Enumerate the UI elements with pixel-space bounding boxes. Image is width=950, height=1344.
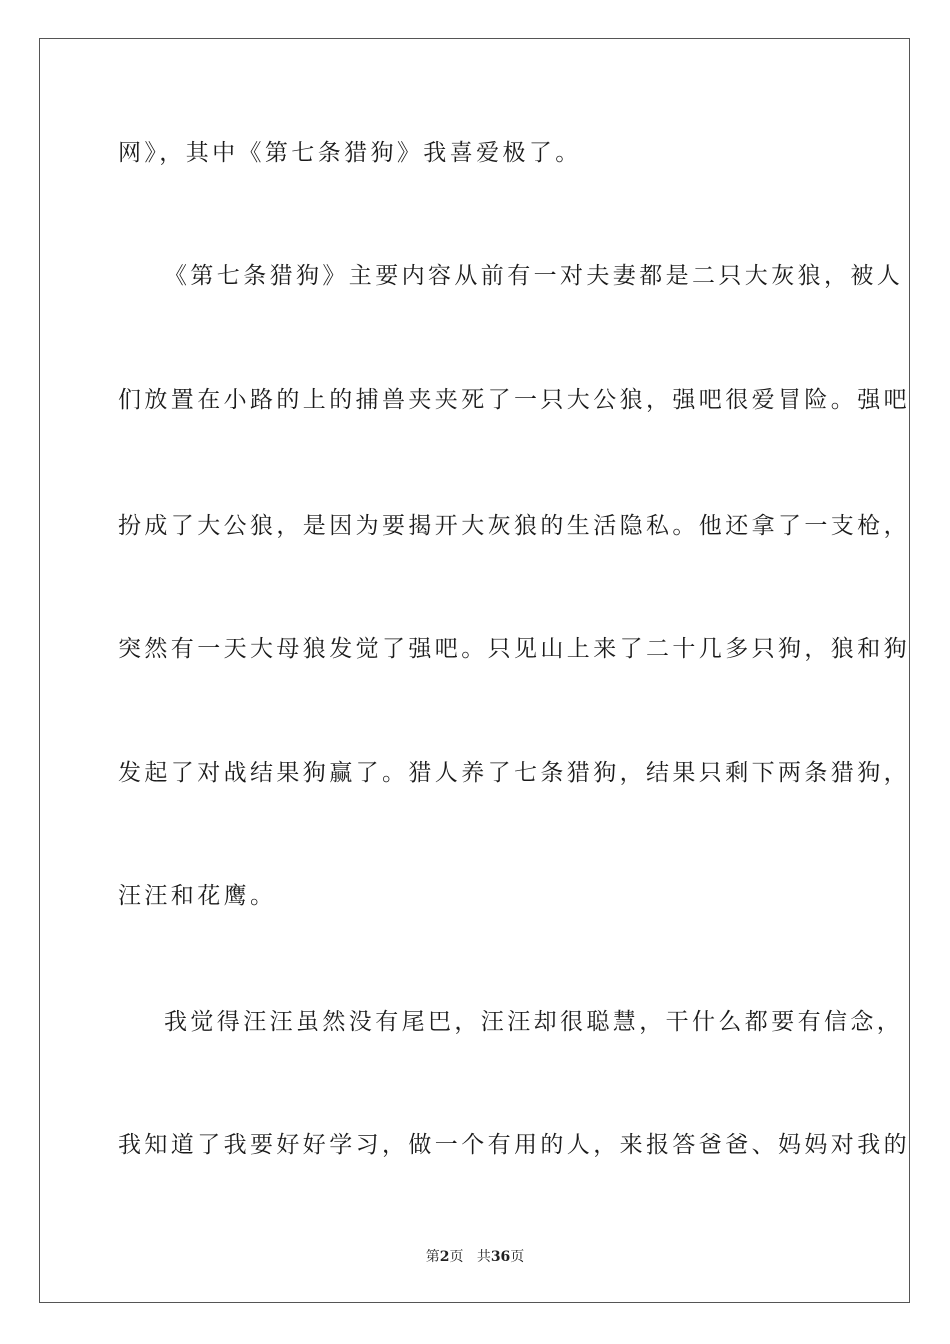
paragraph-line-4: 扮成了大公狼，是因为要揭开大灰狼的生活隐私。他还拿了一支枪， bbox=[118, 513, 910, 539]
current-page-number: 2 bbox=[439, 1249, 450, 1265]
paragraph-line-2: 《第七条猎狗》主要内容从前有一对夫妻都是二只大灰狼，被人 bbox=[164, 263, 904, 289]
paragraph-line-8: 我觉得汪汪虽然没有尾巴，汪汪却很聪慧，干什么都要有信念， bbox=[164, 1009, 904, 1035]
page-suffix: 页 bbox=[449, 1249, 464, 1265]
paragraph-line-6: 发起了对战结果狗赢了。猎人养了七条猎狗，结果只剩下两条猎狗， bbox=[118, 760, 910, 786]
total-suffix: 页 bbox=[510, 1249, 525, 1265]
paragraph-line-9: 我知道了我要好好学习，做一个有用的人，来报答爸爸、妈妈对我的 bbox=[118, 1132, 910, 1158]
paragraph-line-7: 汪汪和花鹰。 bbox=[118, 883, 277, 909]
paragraph-line-3: 们放置在小路的上的捕兽夹夹死了一只大公狼，强吧很爱冒险。强吧 bbox=[118, 387, 910, 413]
total-pages-number: 36 bbox=[490, 1249, 511, 1265]
total-prefix: 共 bbox=[476, 1249, 491, 1265]
page-footer bbox=[0, 1248, 950, 1266]
page-prefix: 第 bbox=[425, 1249, 440, 1265]
paragraph-line-1: 网》，其中《第七条猎狗》我喜爱极了。 bbox=[118, 140, 582, 166]
paragraph-line-5: 突然有一天大母狼发觉了强吧。只见山上来了二十几多只狗，狼和狗 bbox=[118, 636, 910, 662]
page-border bbox=[39, 38, 910, 1303]
